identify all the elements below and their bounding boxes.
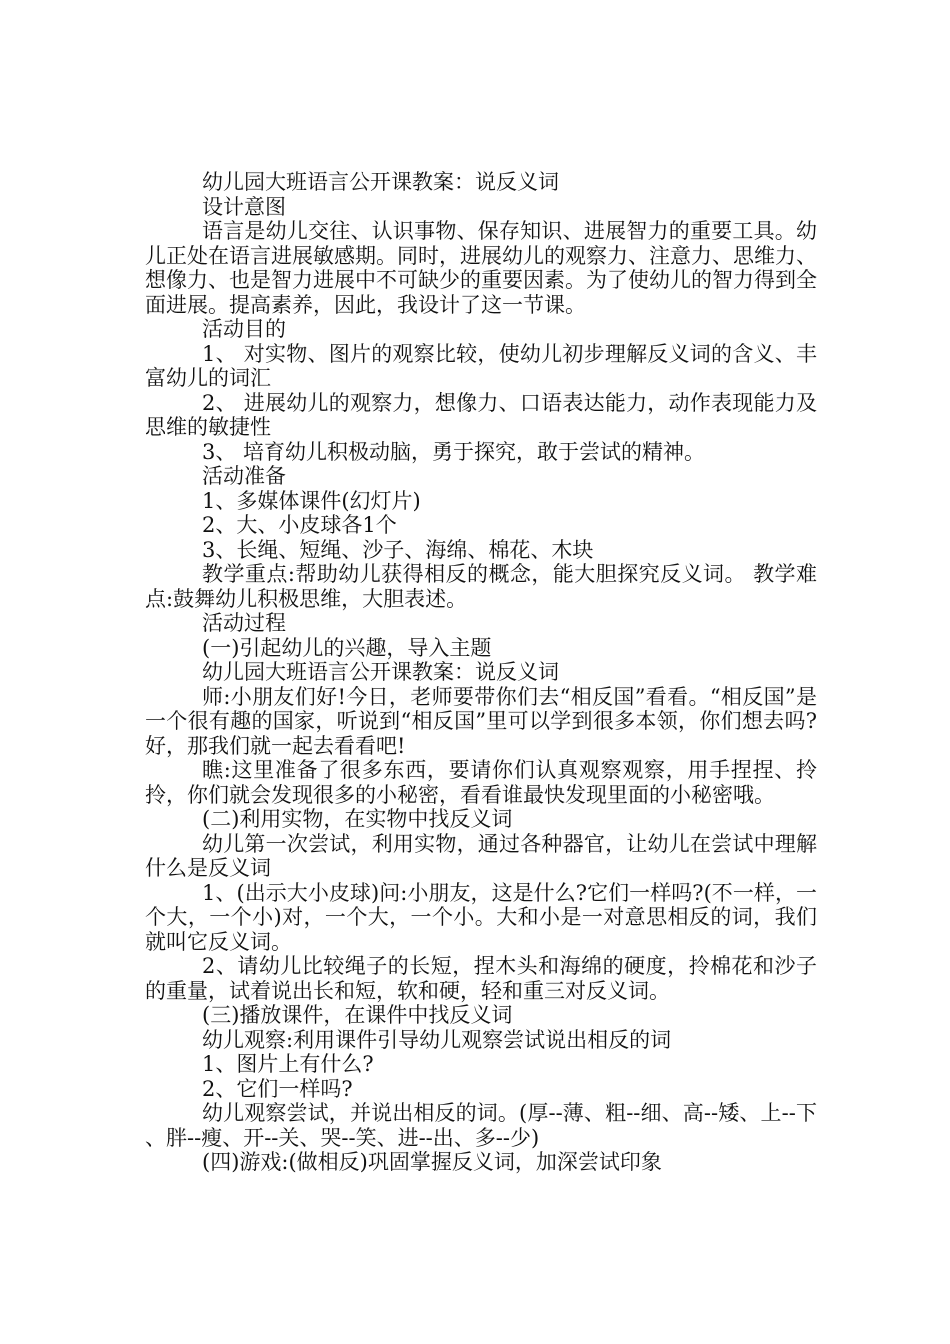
paragraph-observe: 幼儿观察:利用课件引导幼儿观察尝试说出相反的词 (202, 1027, 672, 1052)
document-title: 幼儿园大班语言公开课教案：说反义词 (202, 170, 559, 194)
goal-item-3: 3、 培育幼儿积极动脑，勇于探究，敢于尝试的精神。 (202, 439, 706, 464)
process-step-3-heading: (三)播放课件，在课件中找反义词 (202, 1003, 513, 1027)
process-step-1-heading: (一)引起幼儿的兴趣，导入主题 (202, 635, 492, 660)
repeated-title: 幼儿园大班语言公开课教案：说反义词 (202, 660, 559, 684)
goal-item-1: 1、 对实物、图片的观察比较，使幼儿初步理解反义词的含义、丰富幼儿的词汇 (145, 341, 817, 390)
paragraph-compare: 2、请幼儿比较绳子的长短，捏木头和海绵的硬度，拎棉花和沙子的重量，试着说出长和短，软和硬，轻和重三对反义词。 (145, 954, 817, 1003)
question-1: 1、图片上有什么? (202, 1052, 374, 1076)
section-heading-goals: 活动目的 (202, 317, 286, 341)
paragraph-antonym-pairs: 幼儿观察尝试，并说出相反的词。(厚--薄、粗--细、高--矮、上--下、胖--瘦、开--关、哭--笑、进--出、多--少) (145, 1101, 817, 1150)
paragraph-balls: 1、(出示大小皮球)问:小朋友，这是什么?它们一样吗?(不一样，一个大，一个小)对，一个大，一个小。大和小是一对意思相反的词，我们就叫它反义词。 (145, 880, 817, 954)
process-step-4-heading: (四)游戏:(做相反)巩固掌握反义词，加深尝试印象 (202, 1150, 662, 1174)
preparation-item-3: 3、长绳、短绳、沙子、海绵、棉花、木块 (202, 537, 594, 562)
paragraph-design-intent: 语言是幼儿交往、认识事物、保存知识、进展智力的重要工具。幼儿正处在语言进展敏感期。同时，进展幼儿的观察力、注意力、思维力、想像力、也是智力进展中不可缺少的重要因素。为了使幼儿的智力得到全面进展。提高素养，因此，我设计了这一节课。 (145, 219, 817, 317)
paragraph-first-attempt: 幼儿第一次尝试，利用实物，通过各种器官，让幼儿在尝试中理解什么是反义词 (145, 831, 817, 880)
paragraph-key-points: 教学重点:帮助幼儿获得相反的概念，能大胆探究反义词。 教学难点:鼓舞幼儿积极思维，大胆表述。 (145, 562, 817, 611)
document-body (145, 170, 817, 1175)
preparation-item-2: 2、大、小皮球各1个 (202, 513, 397, 537)
section-heading-preparation: 活动准备 (202, 464, 286, 488)
process-step-2-heading: (二)利用实物，在实物中找反义词 (202, 807, 513, 831)
preparation-item-1: 1、多媒体课件(幻灯片) (202, 488, 421, 513)
section-heading-process: 活动过程 (202, 611, 286, 635)
section-heading-design-intent: 设计意图 (202, 194, 286, 219)
question-2: 2、它们一样吗? (202, 1076, 353, 1101)
goal-item-2: 2、 进展幼儿的观察力，想像力、口语表达能力，动作表现能力及思维的敏捷性 (145, 390, 817, 439)
paragraph-look: 瞧:这里准备了很多东西，要请你们认真观察观察，用手捏捏、拎拎，你们就会发现很多的小秘密，看看谁最快发现里面的小秘密哦。 (145, 758, 817, 807)
paragraph-teacher-intro: 师:小朋友们好!今日，老师要带你们去“相反国”看看。“相反国”是一个很有趣的国家，听说到“相反国”里可以学到很多本领，你们想去吗?好，那我们就一起去看看吧! (145, 684, 817, 758)
